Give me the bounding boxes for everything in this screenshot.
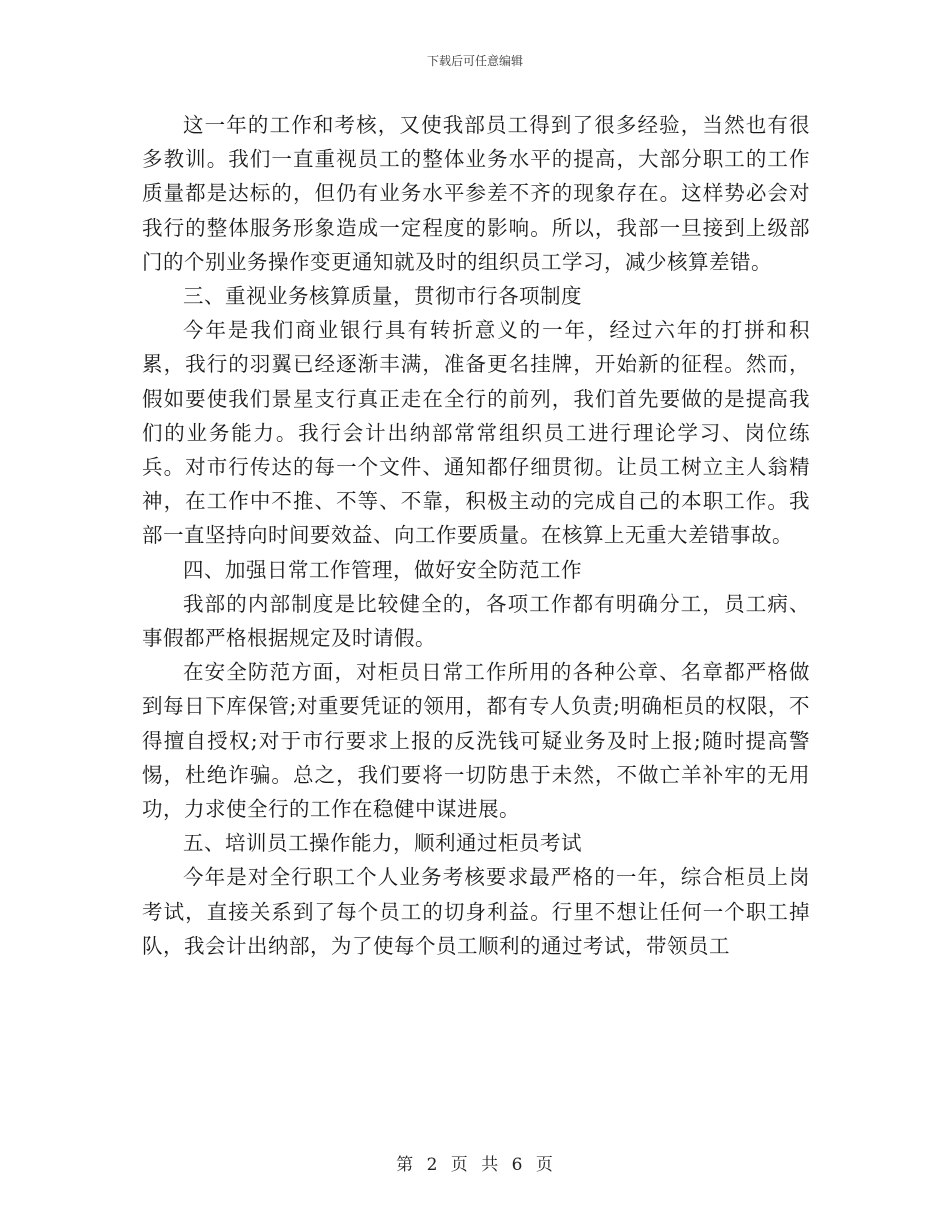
section-heading-3: 三、重视业务核算质量，贯彻市行各项制度	[183, 284, 582, 309]
paragraph-1: 这一年的工作和考核，又使我部员工得到了很多经验，当然也有很多教训。我们一直重视员工的整体业务水平的提高，大部分职工的工作质量都是达标的，但仍有业务水平参差不齐的现象存在。这样势必会对我行的整体服务形象造成一定程度的影响。所以，我部一旦接到上级部门的个别业务操作变更通知就及时的组织员工学习，减少核算差错。	[142, 113, 810, 274]
paragraph-5: 今年是对全行职工个人业务考核要求最严格的一年，综合柜员上岗考试，直接关系到了每个员工的切身利益。行里不想让任何一个职工掉队，我会计出纳部，为了使每个员工顺利的通过考试，带领员工	[142, 865, 810, 958]
paragraph-3: 我部的内部制度是比较健全的，各项工作都有明确分工，员工病、事假都严格根据规定及时请假。	[142, 591, 810, 651]
footer-suffix: 页	[535, 1155, 554, 1175]
paragraph-4: 在安全防范方面，对柜员日常工作所用的各种公章、名章都严格做到每日下库保管;对重要凭证的领用，都有专人负责;明确柜员的权限，不得擅自授权;对于市行要求上报的反洗钱可疑业务及时上报;随时提高警惕，杜绝诈骗。总之，我们要将一切防患于未然，不做亡羊补牢的无用功，力求使全行的工作在稳健中谋进展。	[142, 660, 810, 822]
current-page-number: 2	[426, 1155, 439, 1175]
footer-prefix: 第	[396, 1155, 415, 1175]
page-header: 下载后可任意编辑	[426, 54, 523, 68]
paragraph-2: 今年是我们商业银行具有转折意义的一年，经过六年的打拼和积累，我行的羽翼已经逐渐丰满，准备更名挂牌，开始新的征程。然而，假如要使我们景星支行真正走在全行的前列，我们首先要做的是提高我们的业务能力。我行会计出纳部常常组织员工进行理论学习、岗位练兵。对市行传达的每一个文件、通知都仔细贯彻。让员工树立主人翁精神，在工作中不推、不等、不靠，积极主动的完成自己的本职工作。我部一直坚持向时间要效益、向工作要质量。在核算上无重大差错事故。	[142, 318, 810, 548]
document-body	[142, 108, 810, 963]
footer-page-word: 页	[450, 1155, 469, 1175]
total-pages-number: 6	[511, 1155, 524, 1175]
section-heading-4: 四、加强日常工作管理，做好安全防范工作	[183, 557, 582, 582]
page-footer	[0, 1150, 950, 1175]
section-heading-5: 五、培训员工操作能力，顺利通过柜员考试	[183, 831, 582, 856]
footer-total-word: 共	[481, 1155, 500, 1175]
